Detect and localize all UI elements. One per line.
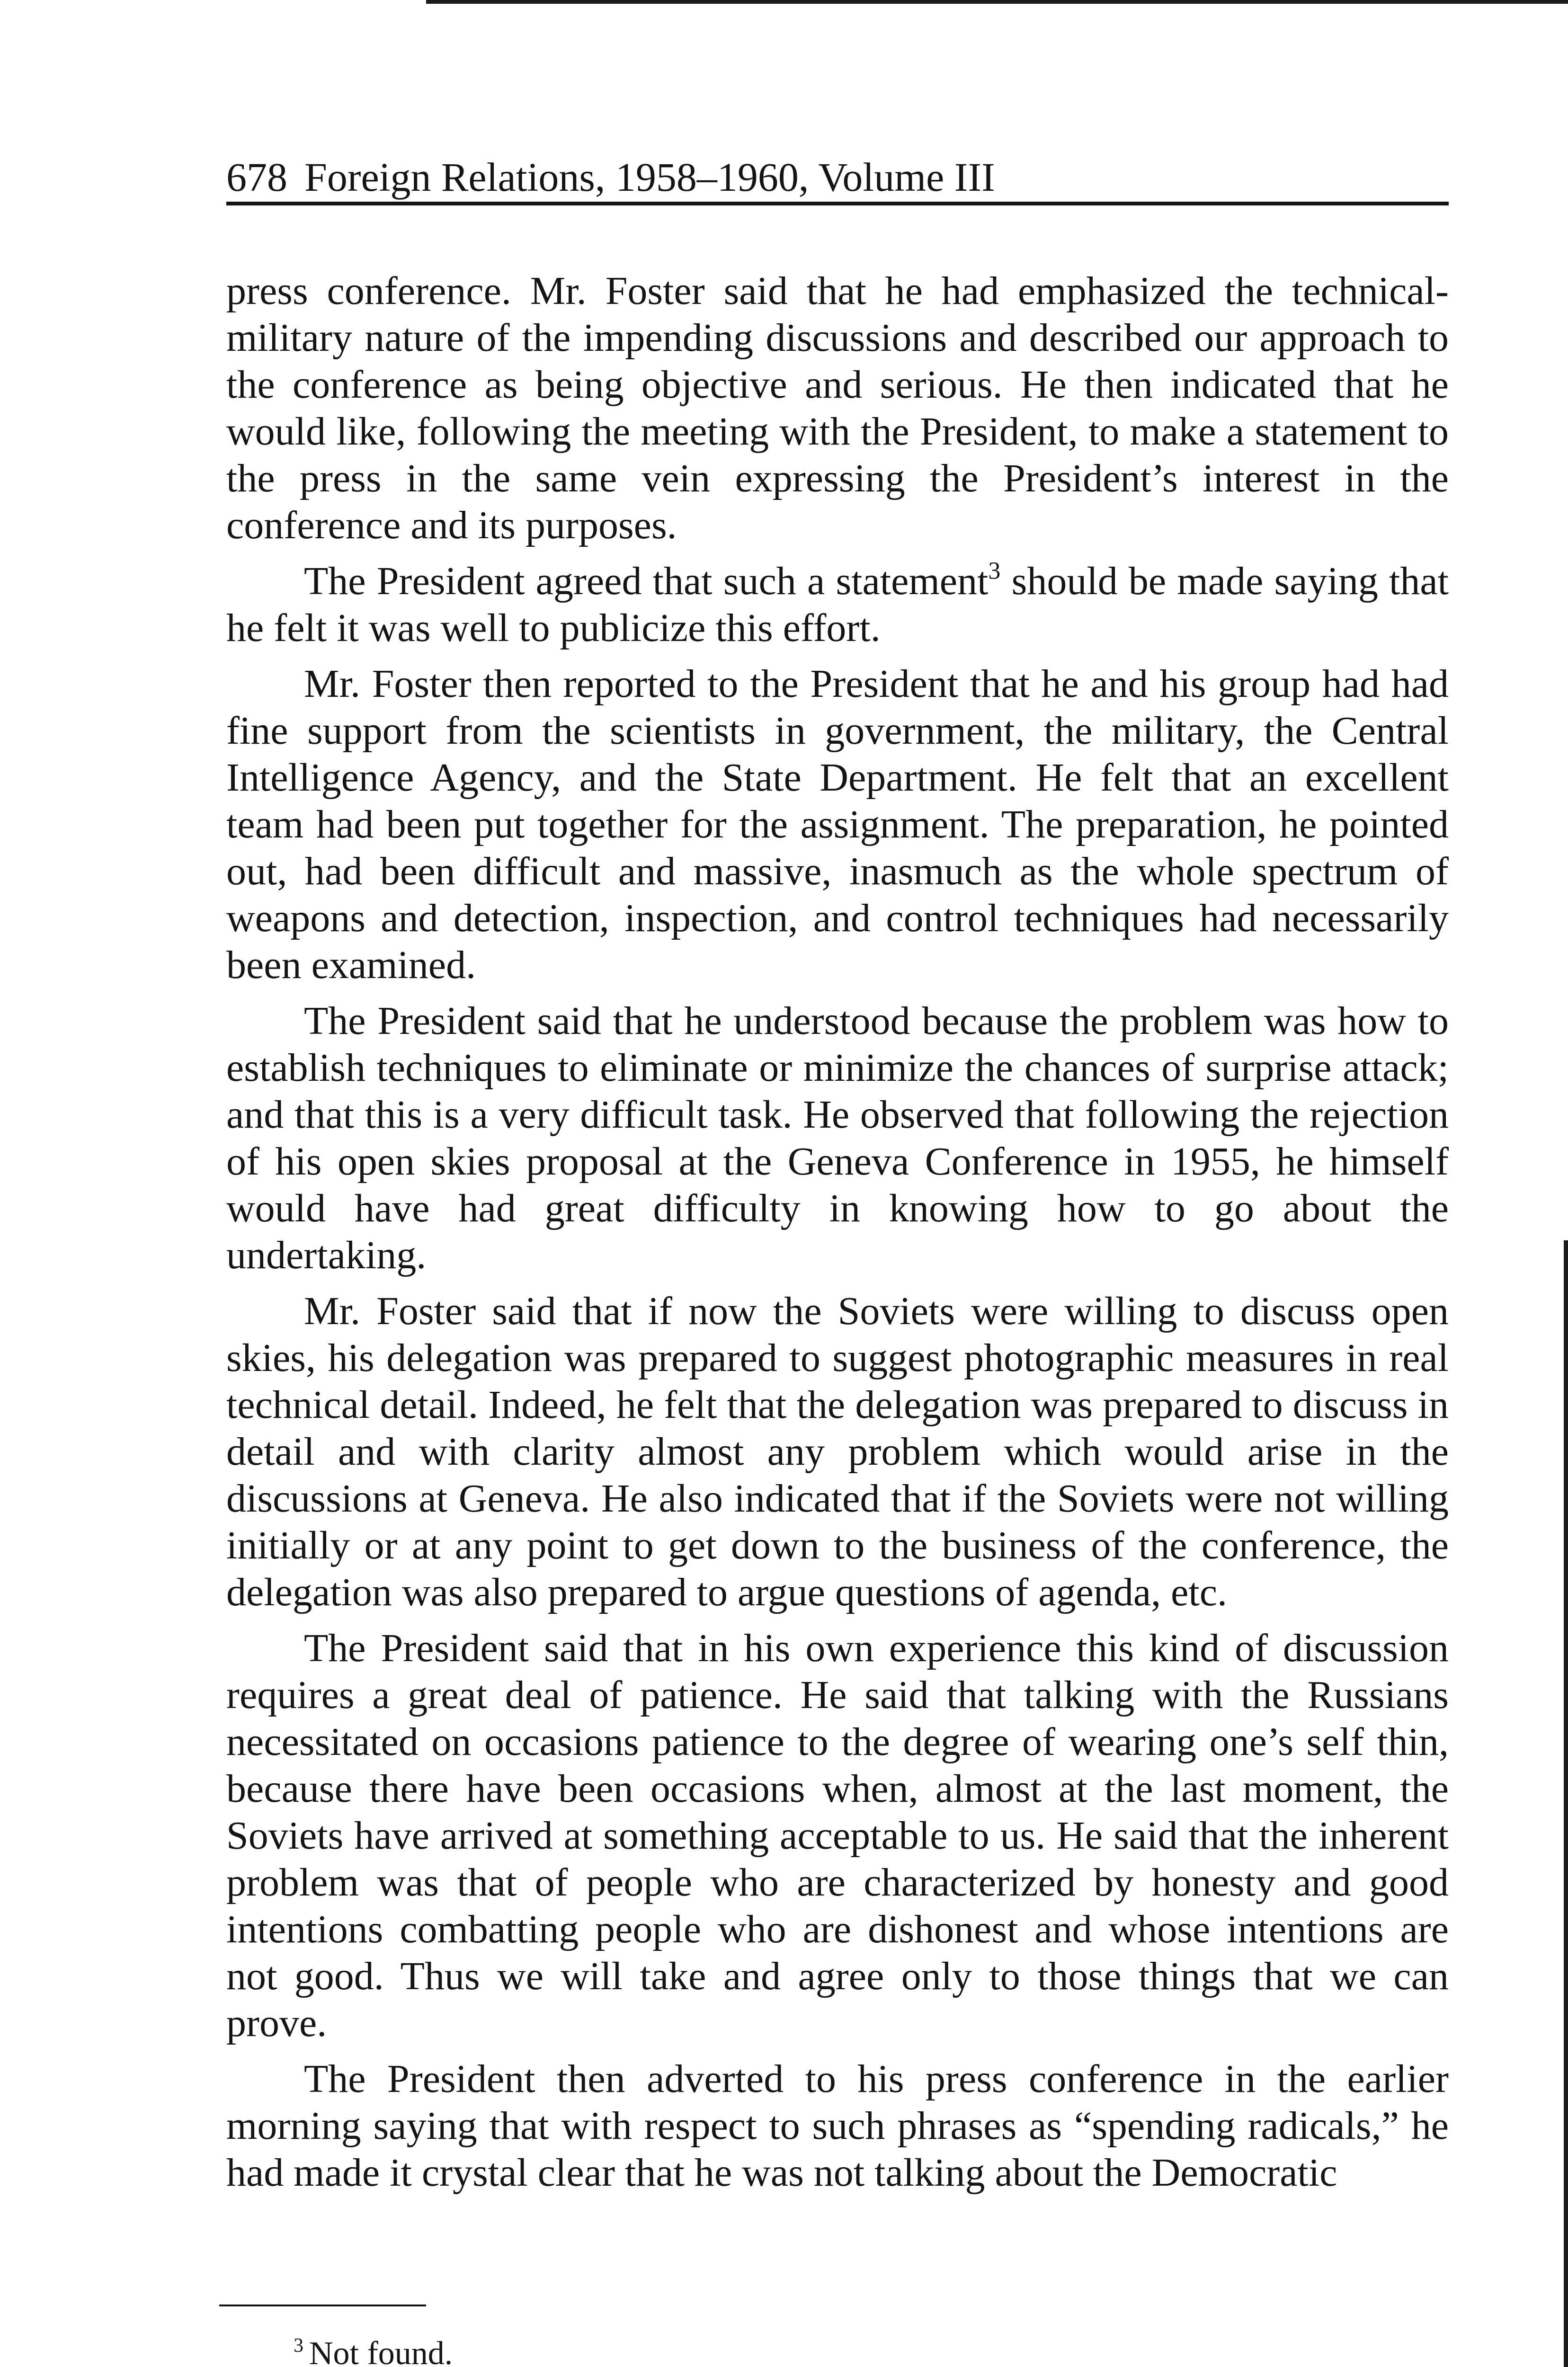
paragraph-text-before-note: The President agreed that such a statement [304, 559, 989, 603]
paragraph-open-skies: Mr. Foster said that if now the Soviets were willing to discuss open skies, his delegation was prepared to suggest photographic measures in real technical detail. Indeed, he felt that the delegation was prepared to discuss in detail and with clarity almost any problem which would arise in the discussions at Geneva. He also indicated that if the Soviets were not willing initially or at any point to get down to the business of the conference, the delegation was also prepared to argue questions of agenda, etc. [226, 1289, 1449, 1614]
scan-top-edge [426, 0, 1568, 4]
page-number: 678 [226, 154, 287, 200]
footnote-marker: 3 [294, 2334, 303, 2357]
body-text [226, 267, 1449, 2205]
running-head [226, 151, 1449, 204]
paragraph-text-after-note: should be made saying that he felt it was well to publicize this effort. [226, 559, 1449, 650]
footnote-rule [219, 2305, 426, 2306]
scan-right-edge [1564, 1240, 1568, 2367]
paragraph-support: Mr. Foster then reported to the President that he and his group had had fine support from the scientists in government, the military, the Central Intelligence Agency, and the State Department. He felt that an excellent team had been put together for the assignment. The preparation, he pointed out, had been difficult and massive, inasmuch as the whole spectrum of weapons and detection, inspection, and control techniques had necessarily been examined. [226, 662, 1449, 987]
paragraph-continued: press conference. Mr. Foster said that he had emphasized the technical-military nature of the impending discussions and described our approach to the conference as being objective and serious. He then indicated that he would like, following the meeting with the President, to make a statement to the press in the same vein expressing the President’s interest in the conference and its purposes. [226, 269, 1449, 547]
footnote-reference[interactable]: 3 [988, 557, 1001, 585]
paragraph-statement [226, 558, 1449, 651]
footnote-text: Not found. [309, 2335, 453, 2367]
footnote [294, 2334, 453, 2367]
paragraph-patience: The President said that in his own experience this kind of discussion requires a great deal of patience. He said that talking with the Russians necessitated on occasions patience to the degree of wearing one’s self thin, because there have been occasions when, almost at the last moment, the Soviets have arrived at something acceptable to us. He said that the inherent problem was that of people who are characterized by honesty and good intentions combatting people who are dishonest and whose intentions are not good. Thus we will take and agree only to those things that we can prove. [226, 1626, 1449, 2045]
paragraph-press-conference: The President then adverted to his press conference in the earlier morning saying that with respect to such phrases as “spending radicals,” he had made it crystal clear that he was not talking about the Democratic [226, 2057, 1449, 2195]
running-title: Foreign Relations, 1958–1960, Volume III [304, 154, 995, 200]
header-rule [226, 202, 1449, 205]
paragraph-surprise-attack: The President said that he understood because the problem was how to establish techniques to eliminate or minimize the chances of surprise attack; and that this is a very difficult task. He observed that following the rejection of his open skies proposal at the Geneva Conference in 1955, he himself would have had great difficulty in knowing how to go about the undertaking. [226, 999, 1449, 1277]
